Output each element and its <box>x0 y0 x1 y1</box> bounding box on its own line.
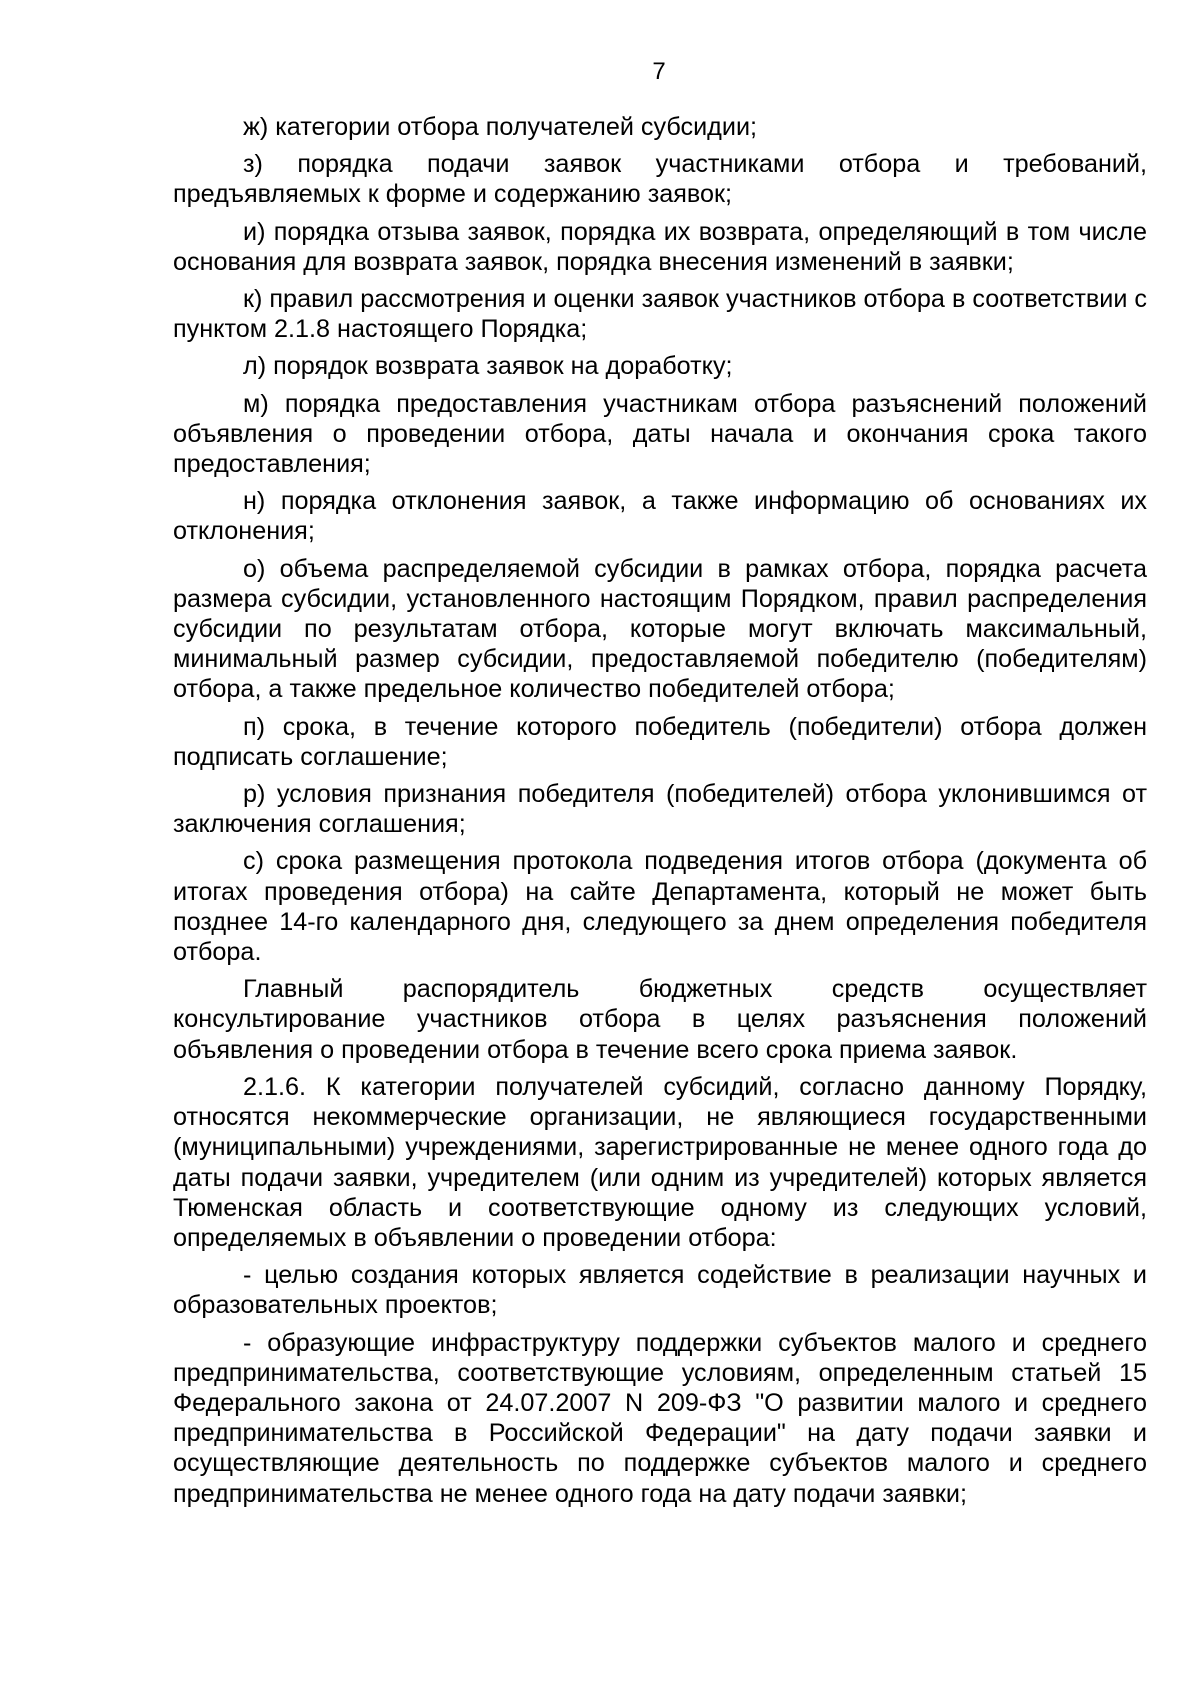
paragraph-consultation: Главный распорядитель бюджетных средств осуществляет консультирование участников отбора в целях разъяснения положений объявления о проведении отбора в течение всего срока приема заявок. <box>173 975 1147 1064</box>
page-number: 7 <box>652 58 666 85</box>
paragraph-item-m: м) порядка предоставления участникам отбора разъяснений положений объявления о проведении отбора, даты начала и окончания срока такого предоставления; <box>173 389 1147 479</box>
paragraph-item-n: н) порядка отклонения заявок, а также информацию об основаниях их отклонения; <box>173 487 1147 546</box>
paragraph-item-o: о) объема распределяемой субсидии в рамках отбора, порядка расчета размера субсидии, установленного настоящим Порядком, правил распределения субсидии по результатам отбора, которые могут включать максимальный, минимальный размер субсидии, предоставляемой победителю (победителям) отбора, а также предельное количество победителей отбора; <box>173 554 1147 704</box>
paragraph-item-i: и) порядка отзыва заявок, порядка их возврата, определяющий в том числе основания для возврата заявок, порядка внесения изменений в заявки; <box>173 217 1147 276</box>
paragraph-condition-sme: - образующие инфраструктуру поддержки субъектов малого и среднего предпринимательства, соответствующие условиям, определенным статьей 15 Федерального закона от 24.07.2007 N 209-ФЗ "О развитии малого и среднего предпринимательства в Российской Федерации" на дату подачи заявки и осуществляющие деятельность по поддержке субъектов малого и среднего предпринимательства не менее одного года на дату подачи заявки; <box>173 1328 1147 1508</box>
paragraph-item-l: л) порядок возврата заявок на доработку; <box>243 352 733 381</box>
paragraph-item-k: к) правил рассмотрения и оценки заявок участников отбора в соответствии с пунктом 2.1.8 настоящего Порядка; <box>173 285 1147 344</box>
paragraph-condition-science: - целью создания которых является содействие в реализации научных и образовательных проектов; <box>173 1261 1147 1320</box>
paragraph-item-s: с) срока размещения протокола подведения итогов отбора (документа об итогах проведения отбора) на сайте Департамента, который не может быть позднее 14-го календарного дня, следующего за днем определения победителя отбора. <box>173 847 1147 967</box>
paragraph-item-r: р) условия признания победителя (победителей) отбора уклонившимся от заключения соглашения; <box>173 780 1147 839</box>
paragraph-item-zh: ж) категории отбора получателей субсидии; <box>243 113 758 141</box>
paragraph-item-z: з) порядка подачи заявок участниками отбора и требований, предъявляемых к форме и содержанию заявок; <box>173 150 1147 209</box>
paragraph-2-1-6: 2.1.6. К категории получателей субсидий, согласно данному Порядку, относятся некоммерческие организации, не являющиеся государственными (муниципальными) учреждениями, зарегистрированные не менее одного года до даты подачи заявки, учредителем (или одним из учредителей) которых является Тюменская область и соответствующие одному из следующих условий, определяемых в объявлении о проведении отбора: <box>173 1072 1147 1252</box>
document-body <box>173 112 1147 1509</box>
paragraph-item-p: п) срока, в течение которого победитель (победители) отбора должен подписать соглашение; <box>173 712 1147 771</box>
